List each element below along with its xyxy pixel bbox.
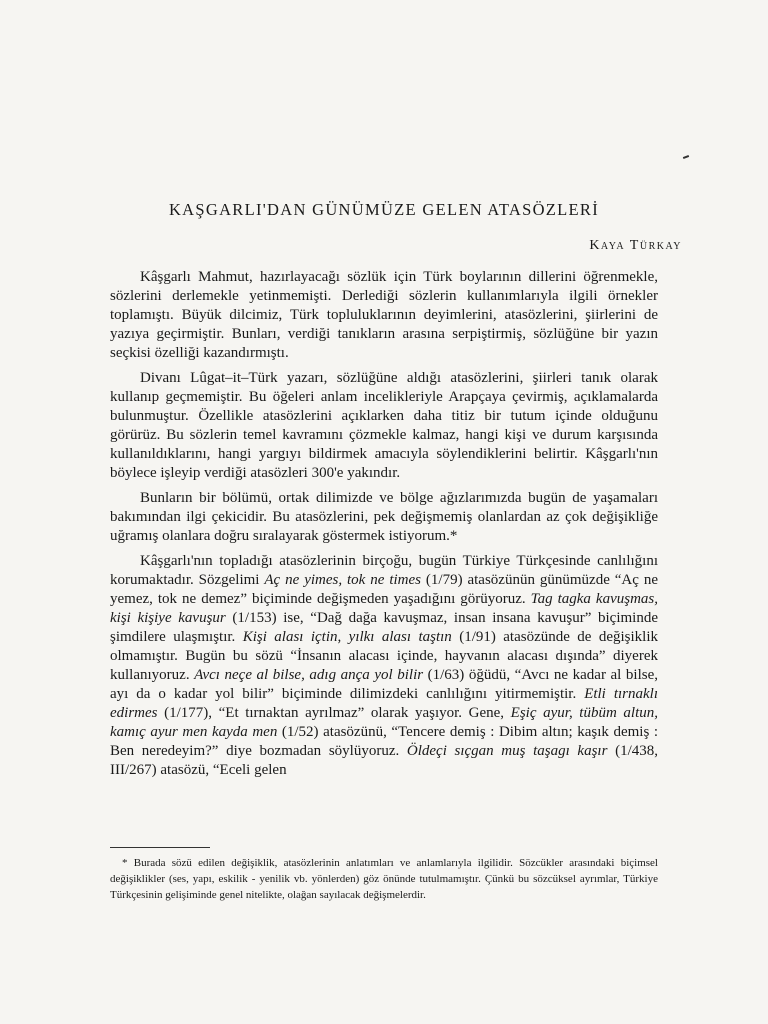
text-run: Bunların bir bölümü, ortak dilimizde ve bölge ağızlarımızda bugün de yaşamaları bakımından ilgi çekicidir. Bu atasözlerini, pek değişmemiş olanlardan az çok değişikliğe uğramış olanlara doğru sıralayarak göstermek istiyorum.* — [110, 490, 658, 544]
article-body — [110, 268, 658, 786]
text-run: (1/438, III/267) atasözü, “Eceli gelen — [110, 743, 658, 778]
article-title: KAŞGARLI'DAN GÜNÜMÜZE GELEN ATASÖZLERİ — [168, 200, 600, 219]
proverb-original: Eşiç ayur, tübüm altun, kamıç ayur men kayda men — [110, 705, 658, 740]
text-run: (1/177), “Et tırnaktan ayrılmaz” olarak yaşıyor. Gene, — [157, 705, 511, 721]
text-run: Divanı Lûgat–it–Türk yazarı, sözlüğüne aldığı atasözlerini, şiirleri tanık olarak kullanıp geçmemiştir. Bu öğeleri anlam incelikleriyle Arapçaya çevirmiş, açıklamalarda bulunmuştur. Özellikle atasözlerini açıklarken daha titiz bir tutum içinde olduğunu görürüz. Bu sözlerin temel kavramını çözmekle kalmaz, hangi kişi ve durum karşısında kullanıldıklarını, hangi yargıyı bildirmek amacıyla söylendiklerini belirtir. Kâşgarlı'nın böylece işleyip verdiği atasözleri 300'e yakındır. — [110, 370, 658, 481]
paragraph — [110, 552, 658, 780]
proverb-original: Kişi alası içtin, yılkı alası taştın — [242, 629, 452, 645]
article-author: Kaya Türkay — [589, 238, 682, 253]
paragraph — [110, 268, 658, 363]
proverb-original: Aç ne yimes, tok ne times — [264, 572, 421, 588]
margin-mark — [683, 155, 689, 159]
proverb-original: Tag tagka kavuşmas, kişi kişiye kavuşur — [110, 591, 658, 626]
proverb-original: Etli tırnaklı edirmes — [110, 686, 658, 721]
paragraph — [110, 369, 658, 483]
footnote: * Burada sözü edilen değişiklik, atasözlerinin anlatımları ve anlamlarıyla ilgilidir. Sözcükler arasındaki biçimsel değişiklikler (ses, yapı, eskilik - yenilik vb. yönlerden) göz önünde tutulmamıştır. Çünkü bu sözcüksel ayrımlar, Türkiye Türkçesinin gelişiminde genel nitelikte, olağan sayılacak değişmelerdir. — [110, 857, 658, 901]
text-run: (1/52) atasözünü, “Tencere demiş : Dibim altın; kaşık demiş : Ben neredeyim?” diye bozmadan söylüyoruz. — [110, 724, 659, 759]
text-run: Kâşgarlı'nın topladığı atasözlerinin birçoğu, bugün Türkiye Türkçesinde canlılığını korumaktadır. Sözgelimi — [110, 553, 658, 588]
footnote-divider — [110, 847, 210, 848]
proverb-original: Avcı neçe al bilse, adıg ança yol bilir — [194, 667, 424, 683]
proverb-original: Öldeçi sıçgan muş taşagı kaşır — [406, 743, 608, 759]
text-run: (1/91) atasözünde de değişiklik olmamıştır. Bugün bu sözü “İnsanın alacası içinde, hayvanın alacası dışında” diyerek kullanıyoruz. — [110, 629, 659, 683]
text-run: (1/153) ise, “Dağ dağa kavuşmaz, insan insana kavuşur” biçiminde şimdilere ulaşmıştır. — [110, 610, 658, 645]
paragraph — [110, 489, 658, 546]
text-run: (1/63) öğüdü, “Avcı ne kadar al bilse, ayı da o kadar yol bilir” biçiminde dilimizdeki canlılığını yitirmemiştir. — [110, 667, 658, 702]
text-run: Kâşgarlı Mahmut, hazırlayacağı sözlük için Türk boylarının dillerini öğrenmekle, sözlerini derlemekle yetinmemişti. Derlediği sözlerin kullanımlarıyla ilgili örnekler toplamıştı. Büyük dilcimiz, Türk topluluklarının deyimlerini, atasözlerini, şiirlerini de yazıya geçirmiştir. Bunları, verdiği tanıkların arasına serpiştirmiş, sözlüğüne bir yazın seçkisi özelliği kazandırmıştı. — [110, 269, 658, 361]
text-run: (1/79) atasözünün günümüzde “Aç ne yemez, tok ne demez” biçiminde değişmeden yaşadığını görüyoruz. — [110, 572, 658, 607]
